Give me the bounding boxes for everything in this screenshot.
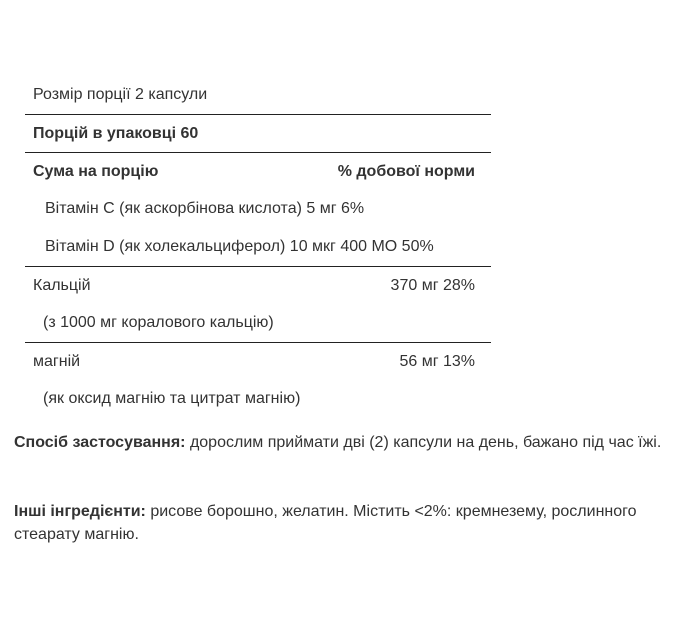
servings-per-container: Порцій в упаковці 60 [33, 125, 199, 142]
magnesium-name: магній [33, 353, 81, 370]
supplement-facts-table [25, 76, 491, 418]
table-header-row [25, 152, 491, 190]
serving-size: Розмір порції 2 капсули [33, 86, 208, 103]
usage-paragraph [14, 431, 670, 454]
calcium-value: 370 мг 28% [390, 277, 475, 294]
magnesium-source-row [25, 380, 491, 418]
other-ingredients-text: рисове борошно, желатин. Містить <2%: кремнезему, рослинного стеарату магнію. [14, 503, 637, 543]
calcium-source-row [25, 304, 491, 342]
vitamin-c-row [25, 190, 491, 228]
vitamin-d: Вітамін D (як холекальциферол) 10 мкг 400 МО 50% [45, 238, 434, 255]
usage-text: дорослим приймати дві (2) капсули на день, бажано під час їжі. [185, 434, 662, 451]
header-amount: Сума на порцію [33, 163, 159, 180]
usage-label: Спосіб застосування: [14, 434, 186, 451]
calcium-name: Кальцій [33, 277, 91, 294]
magnesium-value: 56 мг 13% [399, 353, 475, 370]
other-ingredients-label: Інші інгредієнти: [14, 503, 146, 520]
calcium-source: (з 1000 мг коралового кальцію) [43, 314, 274, 331]
magnesium-source: (як оксид магнію та цитрат магнію) [43, 390, 301, 407]
vitamin-d-row [25, 228, 491, 266]
magnesium-row [25, 342, 491, 380]
header-daily-value: % добової норми [337, 163, 475, 180]
servings-per-container-row [25, 114, 491, 152]
other-ingredients-paragraph [14, 500, 670, 546]
calcium-row [25, 266, 491, 304]
serving-size-row [25, 76, 491, 114]
vitamin-c: Вітамін С (як аскорбінова кислота) 5 мг 6% [45, 200, 365, 217]
